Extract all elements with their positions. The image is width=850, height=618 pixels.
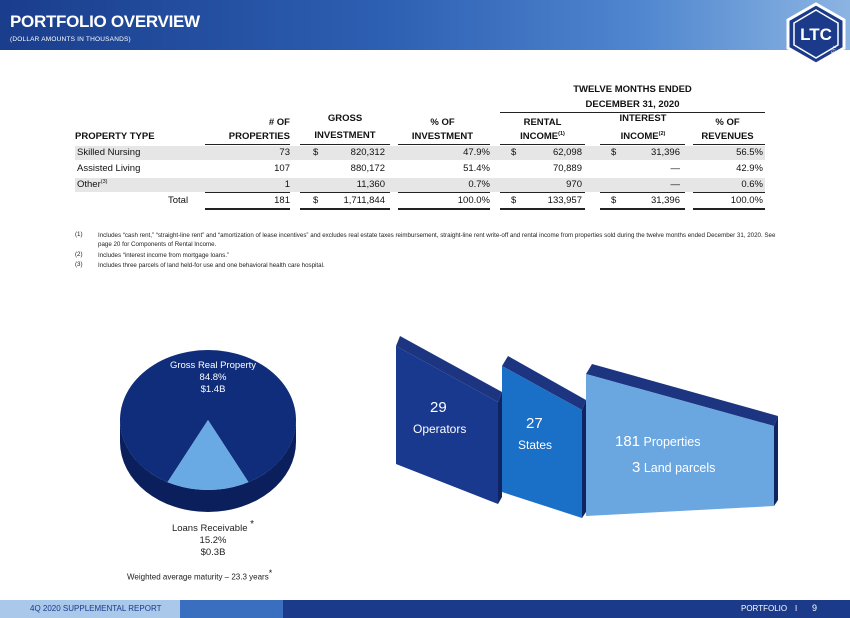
cell-rev: 42.9%: [736, 163, 763, 174]
cell-interest: 31,396: [650, 147, 680, 158]
col-rev-l2: REVENUES: [701, 131, 754, 142]
footer-section: PORTFOLIO: [741, 604, 788, 613]
stat-land-parcels: 3 Land parcels: [632, 459, 716, 476]
cell-gross: 880,172: [350, 163, 385, 174]
footer-bar: [0, 600, 850, 618]
total-double-rule: [500, 208, 585, 210]
col-gross-l2: INVESTMENT: [314, 130, 376, 141]
cell-gross: 820,312: [350, 147, 385, 158]
page-number: 9: [812, 603, 818, 613]
page-subtitle: (DOLLAR AMOUNTS IN THOUSANDS): [10, 36, 131, 43]
pie-label-loans: Loans Receivable * 15.2% $0.3B: [171, 519, 255, 559]
svg-text:REIT: REIT: [829, 45, 839, 59]
cell-int-sym: $: [611, 147, 617, 158]
cell-rev: 0.6%: [741, 179, 763, 190]
table-row-total: [75, 194, 765, 208]
cell-type: Skilled Nursing: [77, 147, 141, 158]
cell-props: 1: [284, 179, 290, 190]
col-gross-l1: GROSS: [327, 113, 363, 124]
cell-pct: 100.0%: [457, 195, 490, 206]
col-interest-l2: INCOME$^{(2)}$: [620, 131, 666, 143]
total-double-rule: [600, 208, 685, 210]
col-rental-l2: INCOME$^{(1)}$: [520, 131, 565, 143]
header-banner: [0, 0, 850, 50]
total-double-rule: [205, 208, 290, 210]
page-title: PORTFOLIO OVERVIEW: [10, 12, 200, 31]
cell-rev: 100.0%: [730, 195, 763, 206]
cell-gross: 1,711,844: [343, 195, 385, 206]
col-pct-inv-l2: INVESTMENT: [411, 131, 474, 142]
cell-props: 73: [279, 147, 290, 158]
cell-gross-sym: $: [313, 147, 319, 158]
table-row: [75, 146, 765, 160]
cell-gross: 11,360: [356, 179, 385, 190]
table-row: [75, 162, 765, 176]
total-rule: [693, 192, 765, 193]
total-rule: [500, 192, 585, 193]
period-line1: TWELVE MONTHS ENDED: [573, 84, 692, 95]
footer-mid-block: [180, 600, 283, 618]
pie-label-gross: Gross Real Property 84.8% $1.4B: [169, 360, 257, 395]
period-line2: DECEMBER 31, 2020: [585, 99, 680, 110]
total-double-rule: [300, 208, 390, 210]
cell-type: Total: [168, 195, 189, 206]
col-pct-inv-l1: % OF: [430, 117, 455, 128]
col-interest-l1: INTEREST: [619, 113, 667, 124]
col-property-type: PROPERTY TYPE: [75, 131, 155, 142]
cell-type: Other$^{(3)}$: [77, 179, 108, 191]
maturity-note: Weighted average maturity – 23.3 years*: [127, 568, 273, 582]
cell-type: Assisted Living: [77, 163, 141, 174]
cell-rev: 56.5%: [736, 147, 763, 158]
col-num-l2: PROPERTIES: [228, 131, 290, 142]
hdr-rule: [693, 144, 765, 145]
cell-pct: 47.9%: [463, 147, 490, 158]
total-double-rule: [398, 208, 490, 210]
hdr-rule: [398, 144, 490, 145]
stat-properties: 181 Properties: [615, 433, 701, 450]
cell-props: 107: [274, 163, 290, 174]
cell-interest: —: [670, 179, 680, 190]
cell-rent-sym: $: [511, 147, 517, 158]
cell-interest: 31,396: [650, 195, 680, 206]
hdr-rule: [205, 144, 290, 145]
stat-operators: 29 Operators: [413, 399, 467, 436]
cell-int-sym: $: [611, 195, 617, 206]
cell-props: 181: [274, 195, 290, 206]
cell-rent: 970: [566, 179, 582, 190]
cell-rent: 62,098: [552, 147, 582, 158]
footnote-2: (2) Includes “interest income from mortgage loans.”: [75, 251, 230, 259]
total-rule: [398, 192, 490, 193]
total-double-rule: [693, 208, 765, 210]
ltc-logo: [784, 2, 848, 66]
cell-rent-sym: $: [511, 195, 517, 206]
stat-states: 27 States: [518, 415, 553, 452]
footer-report-title: 4Q 2020 SUPPLEMENTAL REPORT: [30, 604, 162, 613]
cell-pct: 51.4%: [463, 163, 490, 174]
total-rule: [600, 192, 685, 193]
footnote-1: (1) Includes “cash rent,” “straight-line rent” and “amortization of lease incentives” and excludes real estate taxes reimbursement, straight-line rent write-off and rental income from properties sold during the twelve months ended December 31, 2020. See page 20 for Components of Rental Income.: [75, 231, 776, 248]
hdr-rule: [600, 144, 685, 145]
total-rule: [205, 192, 290, 193]
cell-pct: 0.7%: [468, 179, 490, 190]
svg-text:LTC: LTC: [800, 25, 832, 44]
hdr-rule: [300, 144, 390, 145]
cell-rent: 70,889: [552, 163, 582, 174]
table-row: [75, 178, 765, 192]
cell-gross-sym: $: [313, 195, 319, 206]
col-rev-l1: % OF: [715, 117, 740, 128]
hdr-rule: [500, 144, 585, 145]
total-rule: [300, 192, 390, 193]
col-rental-l1: RENTAL: [523, 117, 562, 128]
footnote-3: (3) Includes three parcels of land held-for use and one behavioral health care hospital.: [75, 261, 325, 269]
footer-separator: I: [795, 604, 798, 613]
cell-interest: —: [670, 163, 680, 174]
cell-rent: 133,957: [547, 195, 582, 206]
col-num-l1: # OF: [268, 117, 290, 128]
